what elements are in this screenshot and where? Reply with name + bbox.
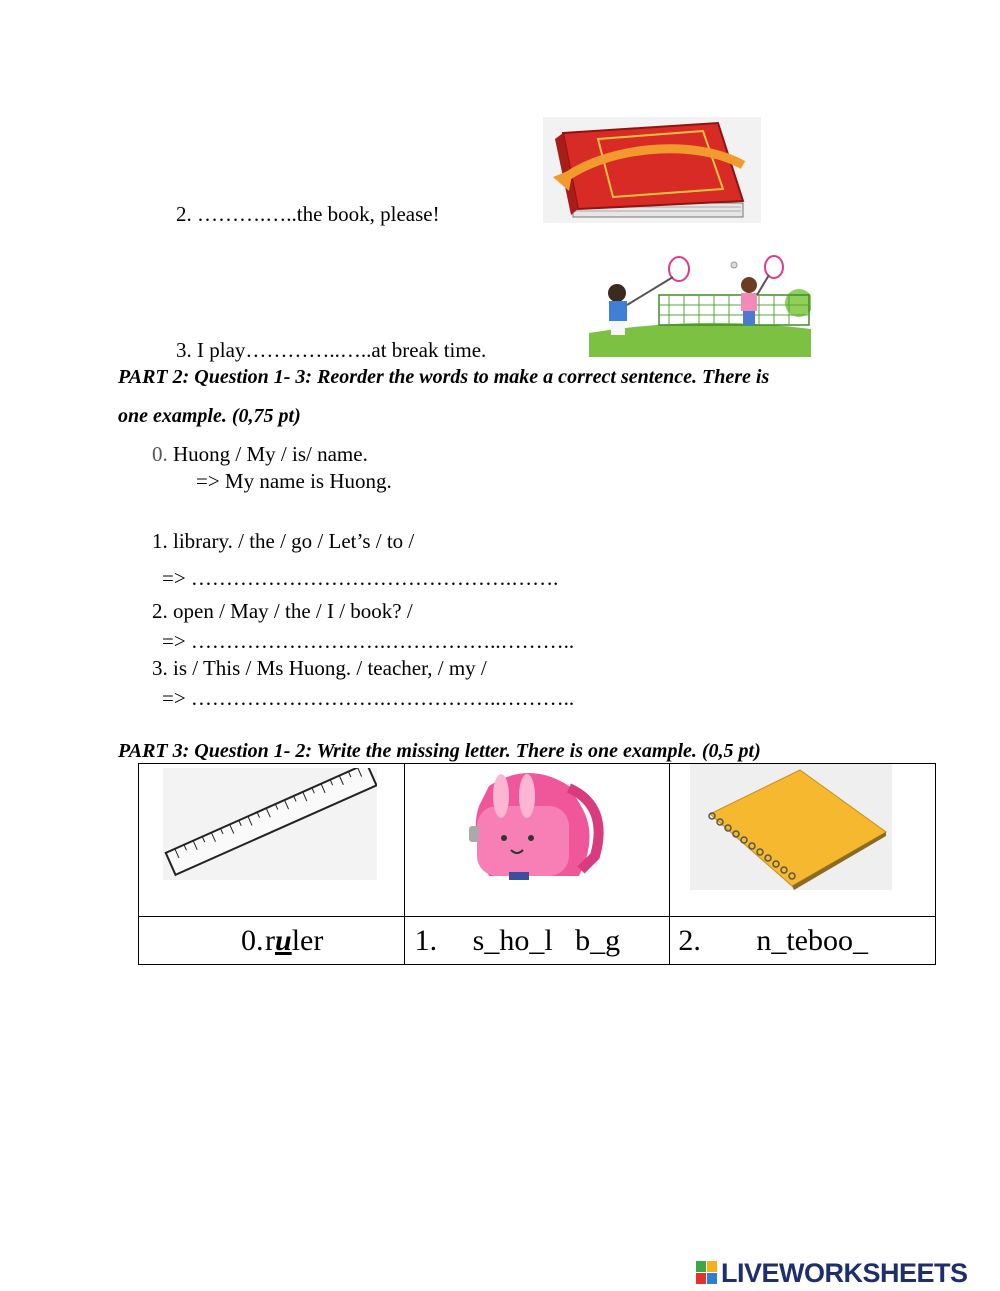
- q2-prompt: 2. open / May / the / I / book? /: [152, 599, 413, 623]
- notebook-image: [690, 764, 892, 890]
- part2-heading-line1: PART 2: Question 1- 3: Reorder the words to make a correct sentence. There is: [118, 366, 770, 388]
- cell1-word[interactable]: s_ho_l b_g: [472, 924, 621, 957]
- cell2-word[interactable]: n_teboo_: [756, 924, 868, 957]
- cell0-missing-letter: u: [275, 924, 292, 957]
- notebook-cell: [670, 764, 936, 917]
- q3-prompt: 3. is / This / Ms Huong. / teacher, / my /: [152, 656, 487, 680]
- logo-blocks-icon: [696, 1261, 718, 1285]
- word-cell-1: [404, 917, 670, 965]
- example-question: [152, 442, 368, 466]
- bag-cell: [404, 764, 670, 917]
- q2-number: 2.: [176, 202, 192, 226]
- missing-letter-table: [138, 763, 936, 965]
- school-bag-image: [449, 766, 609, 890]
- cell0-after: ler: [291, 924, 324, 957]
- q3-prefix: 3. I play: [176, 338, 246, 362]
- q3-blank[interactable]: …………..…..: [245, 338, 372, 362]
- cell0-before: r: [265, 924, 275, 957]
- q1-prompt: 1. library. / the / go / Let’s / to /: [152, 529, 415, 553]
- book-image: [543, 117, 761, 223]
- part1-q2: [176, 202, 440, 226]
- part3-heading: PART 3: Question 1- 2: Write the missing letter. There is one example. (0,5 pt): [118, 740, 761, 762]
- logo-text: LIVEWORKSHEETS: [721, 1257, 968, 1288]
- q1-answer-line[interactable]: => ……………………………………….…….: [162, 566, 559, 590]
- cell2-number: 2.: [678, 924, 701, 957]
- q2-answer-line[interactable]: => ……………………….……………..………..: [162, 629, 575, 653]
- word-cell-2: [670, 917, 936, 965]
- q3-suffix: at break time.: [371, 338, 487, 362]
- cell1-number: 1.: [414, 924, 438, 957]
- ruler-cell: [139, 764, 405, 917]
- word-cell-0: [139, 917, 405, 965]
- cell0-number: 0.: [241, 924, 264, 957]
- example-answer: => My name is Huong.: [196, 469, 392, 493]
- liveworksheets-logo: [696, 1256, 968, 1286]
- badminton-image: [589, 255, 811, 357]
- ruler-image: [163, 768, 377, 880]
- q2-blank[interactable]: ……….…..: [197, 202, 297, 226]
- example-prompt: Huong / My / is/ name.: [173, 442, 368, 466]
- q2-text: the book, please!: [296, 202, 440, 226]
- example-number: 0.: [152, 442, 168, 466]
- q3-answer-line[interactable]: => ……………………….……………..………..: [162, 686, 575, 710]
- part1-q3: [176, 338, 486, 362]
- part2-heading-line2: one example. (0,75 pt): [118, 405, 301, 427]
